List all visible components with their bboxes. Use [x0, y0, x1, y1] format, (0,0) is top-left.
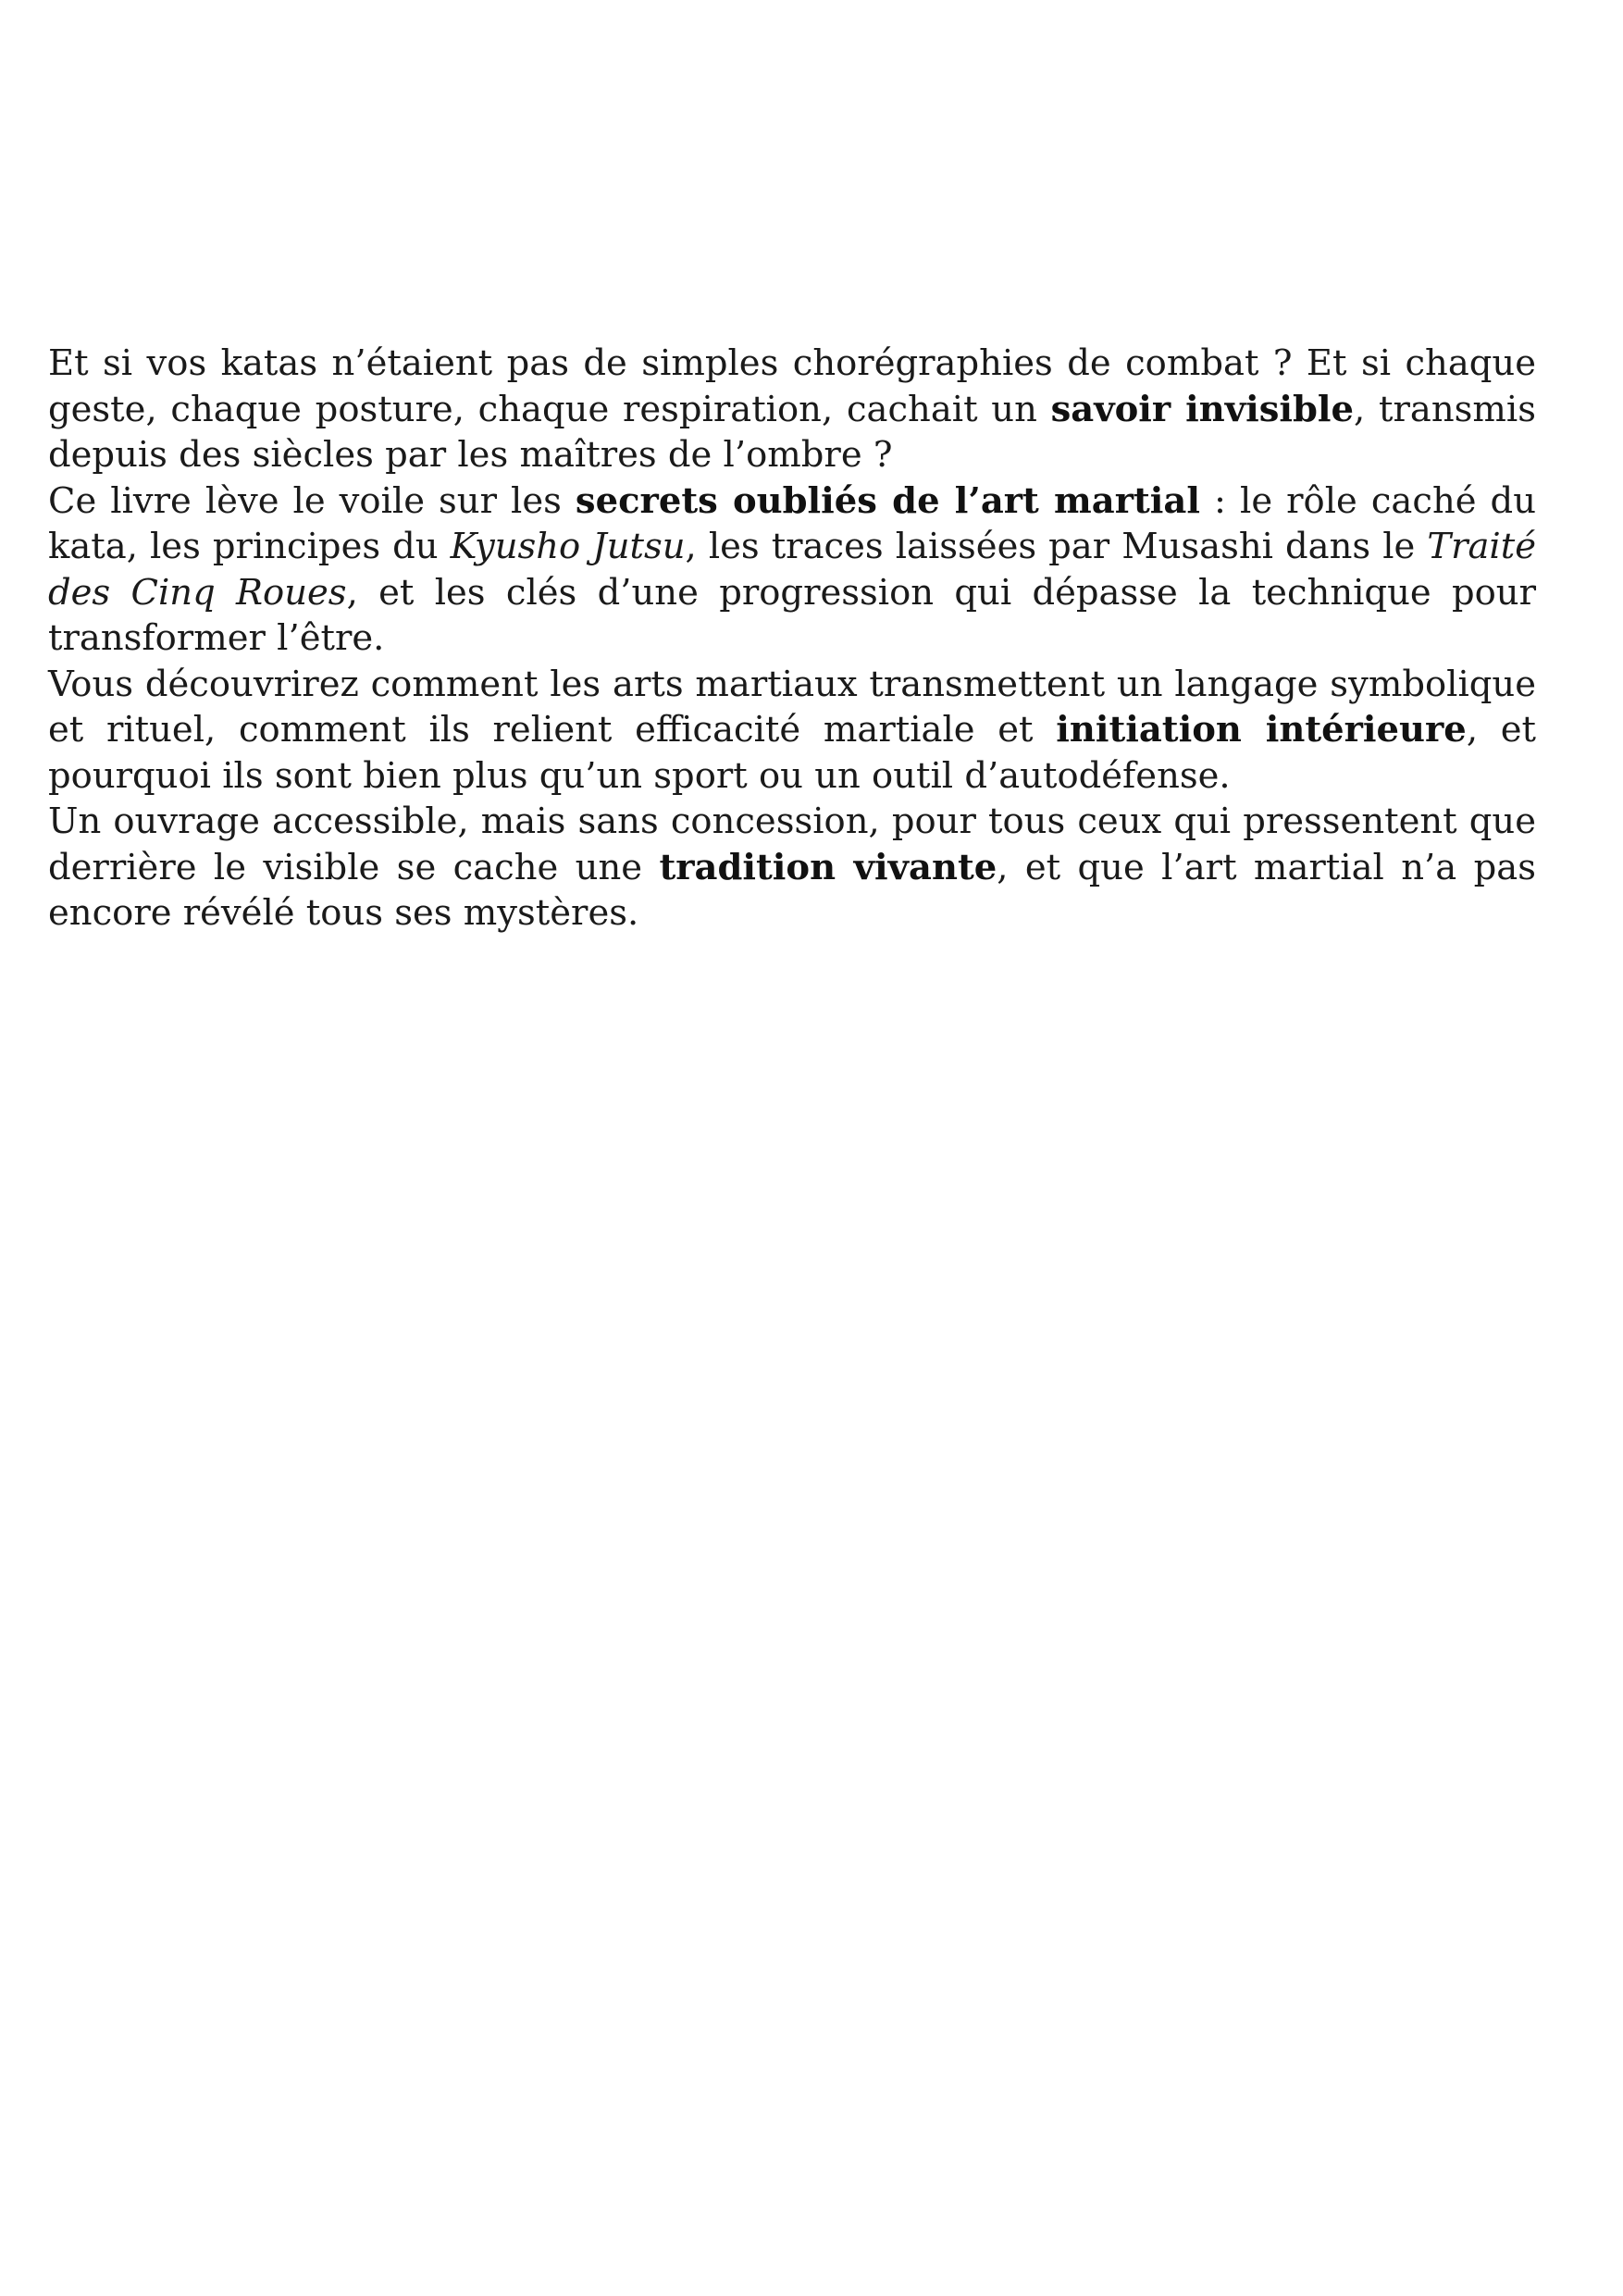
paragraph-text: , les traces laissées par Musashi dans le	[685, 526, 1428, 567]
bold-phrase: secrets oubliés de l’art martial	[575, 479, 1200, 522]
paragraph-intro	[48, 341, 1536, 478]
bold-phrase: savoir invisible	[1050, 388, 1355, 430]
bold-phrase: initiation intérieure	[1056, 709, 1467, 751]
paragraph-text: Ce livre lève le voile sur les	[48, 479, 576, 522]
paragraph-secrets	[48, 478, 1536, 662]
paragraph-text: , et que l’art martial n’a pas encore révélé tous ses mystères.	[48, 846, 1536, 934]
bold-phrase: tradition vivante	[659, 846, 997, 888]
paragraph-text: , et pourquoi ils sont bien plus qu’un sport ou un outil d’autodéfense.	[48, 709, 1536, 797]
italic-title: Traité des Cinq Roues	[48, 526, 1536, 614]
italic-title: Kyusho Jutsu	[450, 526, 686, 567]
paragraph-discovery	[48, 662, 1536, 800]
paragraph-text: , transmis depuis des siècles par les maîtres de l’ombre ?	[48, 388, 1536, 476]
paragraph-conclusion	[48, 799, 1536, 937]
paragraph-text: Vous découvrirez comment les arts martiaux transmettent un langage symbolique et rituel, comment ils relient efficacité martiale et	[48, 663, 1536, 751]
paragraph-text: Un ouvrage accessible, mais sans concession, pour tous ceux qui pressentent que derrière le visible se cache une	[48, 800, 1536, 888]
paragraph-text: Et si vos katas n’étaient pas de simples chorégraphies de combat ? Et si chaque geste, chaque posture, chaque respiration, cachait un	[48, 342, 1536, 430]
body-text	[48, 341, 1536, 937]
paragraph-text: , et les clés d’une progression qui dépasse la technique pour transformer l’être.	[48, 571, 1536, 659]
paragraph-text: : le rôle caché du kata, les principes du	[48, 479, 1536, 567]
